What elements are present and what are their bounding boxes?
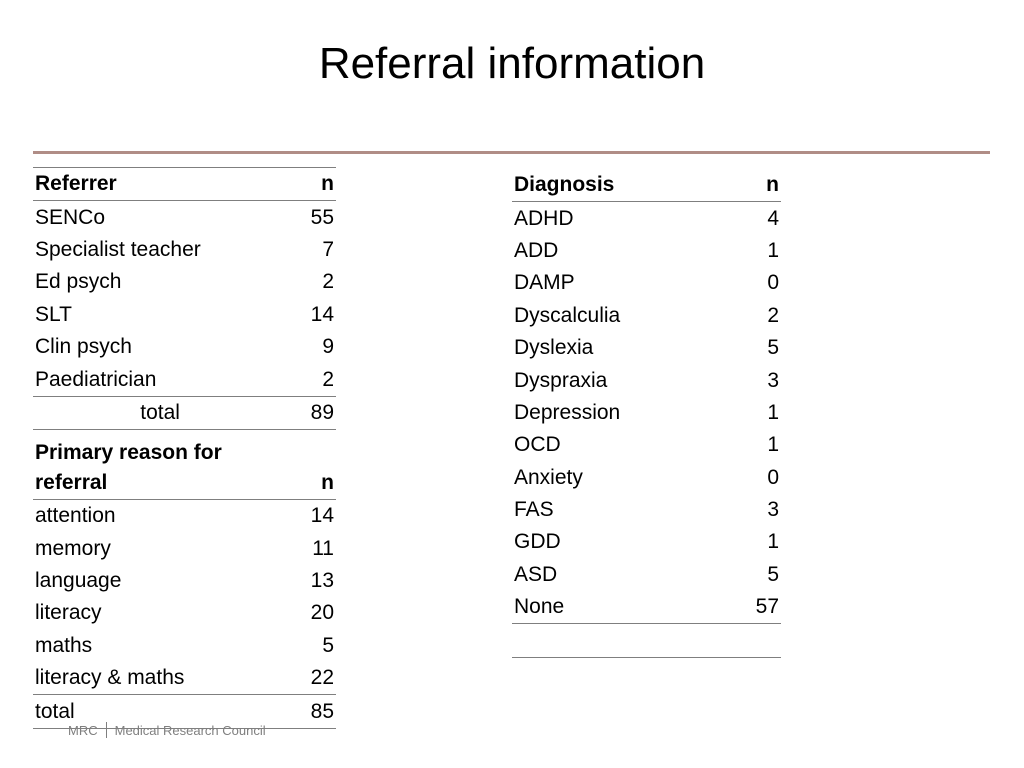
row-label: literacy & maths <box>33 662 298 695</box>
row-count: 14 <box>310 504 334 528</box>
table-row <box>33 331 336 363</box>
table-row <box>33 266 336 298</box>
row-count: 3 <box>767 498 779 522</box>
row-count: 9 <box>322 335 334 359</box>
row-label: Clin psych <box>35 335 132 359</box>
table-row <box>33 597 336 629</box>
table-row <box>512 267 781 299</box>
header-line-2: referral <box>35 471 108 494</box>
row-label: ADHD <box>514 206 574 230</box>
table-row <box>512 591 781 624</box>
title-divider <box>33 151 990 154</box>
table-row <box>512 202 781 235</box>
row-label: attention <box>35 504 116 528</box>
row-label: memory <box>35 536 111 560</box>
total-label: total <box>33 396 294 429</box>
row-label: language <box>35 568 122 592</box>
row-label: FAS <box>514 498 554 522</box>
table-row <box>33 565 336 597</box>
table-row <box>33 234 336 266</box>
table-row <box>512 462 781 494</box>
row-count: 7 <box>322 237 334 261</box>
table-row <box>512 300 781 332</box>
table-row <box>33 299 336 331</box>
table-row <box>33 662 336 695</box>
row-label: SLT <box>35 302 72 326</box>
row-count: 5 <box>322 633 334 657</box>
row-label: None <box>512 591 728 624</box>
row-label: Dyslexia <box>514 336 594 360</box>
row-count: 57 <box>728 591 782 624</box>
table-row <box>512 526 781 558</box>
column-header-referrer: Referrer <box>33 168 294 201</box>
row-count: 14 <box>310 302 334 326</box>
row-count: 22 <box>298 662 336 695</box>
table-row <box>33 532 336 564</box>
row-label: ADD <box>514 238 559 262</box>
row-label: literacy <box>35 601 102 625</box>
row-count: 2 <box>294 363 336 396</box>
table-row <box>512 397 781 429</box>
row-count: 1 <box>767 400 779 424</box>
row-count: 5 <box>767 336 779 360</box>
row-label: Dyspraxia <box>514 368 608 392</box>
row-label: OCD <box>514 433 561 457</box>
row-count: 1 <box>767 433 779 457</box>
empty-cell <box>728 624 782 657</box>
row-count: 3 <box>767 368 779 392</box>
row-label: maths <box>35 633 93 657</box>
row-count: 4 <box>767 206 779 230</box>
column-header-reason <box>33 434 298 500</box>
row-count: 0 <box>767 465 779 489</box>
column-header-diagnosis: Diagnosis <box>512 169 728 202</box>
reason-table <box>33 434 336 729</box>
row-label: Dyscalculia <box>514 303 621 327</box>
table-row <box>512 332 781 364</box>
table-row <box>512 364 781 396</box>
row-count: 1 <box>767 530 779 554</box>
table-row <box>33 201 336 234</box>
column-header-n: n <box>298 434 336 500</box>
row-count: 0 <box>767 271 779 295</box>
referrer-table <box>33 167 336 430</box>
row-label: Specialist teacher <box>35 237 201 261</box>
table-header-row <box>33 168 336 201</box>
table-row <box>512 494 781 526</box>
empty-cell <box>512 624 728 657</box>
footer-logo <box>68 722 266 738</box>
page-title: Referral information <box>318 39 706 88</box>
diagnosis-table <box>512 169 781 658</box>
row-label: Depression <box>514 400 621 424</box>
row-label: SENCo <box>35 205 106 229</box>
row-count: 2 <box>767 303 779 327</box>
row-count: 2 <box>322 270 334 294</box>
row-count: 5 <box>767 562 779 586</box>
table-row <box>512 559 781 591</box>
footer-org-short: MRC <box>68 723 98 738</box>
total-label: total <box>33 695 298 728</box>
row-label: DAMP <box>514 271 575 295</box>
row-count: 55 <box>310 205 334 229</box>
column-header-n: n <box>294 168 336 201</box>
table-header-row <box>33 434 336 500</box>
row-label: Paediatrician <box>33 363 294 396</box>
total-count: 85 <box>298 695 336 728</box>
row-count: 13 <box>310 568 334 592</box>
footer-separator <box>106 722 107 738</box>
row-label: ASD <box>514 562 558 586</box>
footer-org-full: Medical Research Council <box>114 723 266 738</box>
table-row <box>33 630 336 662</box>
table-row <box>33 363 336 396</box>
row-label: GDD <box>514 530 561 554</box>
row-label: Anxiety <box>514 465 583 489</box>
row-count: 1 <box>767 238 779 262</box>
row-label: Ed psych <box>35 270 122 294</box>
total-row <box>33 396 336 429</box>
table-header-row <box>512 169 781 202</box>
table-row <box>512 429 781 461</box>
row-count: 20 <box>310 601 334 625</box>
table-row <box>33 500 336 533</box>
header-line-1: Primary reason for <box>35 441 222 464</box>
total-count: 89 <box>294 396 336 429</box>
row-count: 11 <box>312 536 334 560</box>
table-row <box>512 235 781 267</box>
column-header-n: n <box>728 169 782 202</box>
empty-row <box>512 624 781 657</box>
